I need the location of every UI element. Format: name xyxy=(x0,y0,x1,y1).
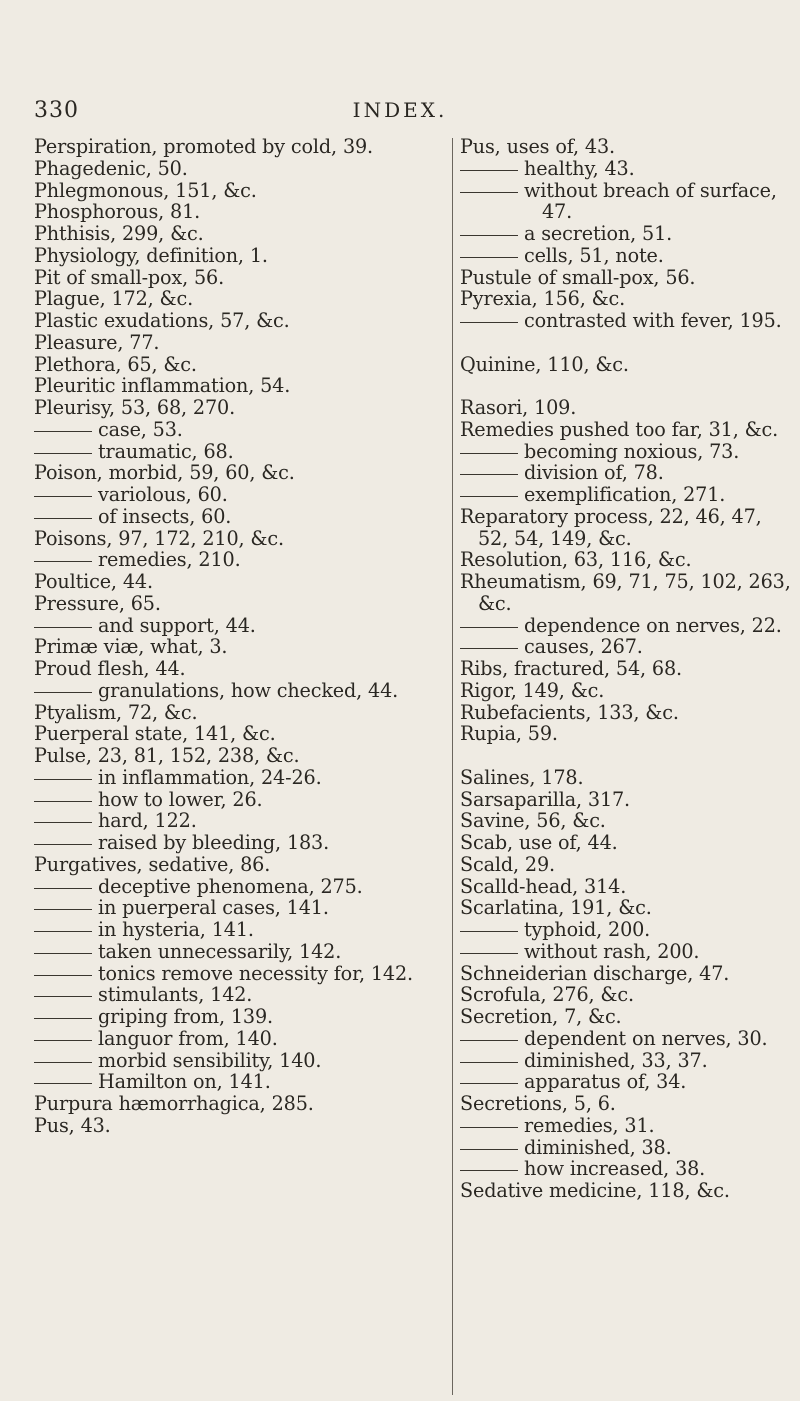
index-subentry: division of, 78. xyxy=(460,462,796,484)
index-subentry: becoming noxious, 73. xyxy=(460,441,796,463)
index-entry: Savine, 56, &c. xyxy=(460,809,606,833)
index-entry: Ptyalism, 72, &c. xyxy=(34,700,198,724)
index-entry: Reparatory process, 22, 46, 47, 52, 54, 149, &c. xyxy=(460,504,762,550)
index-subentry: traumatic, 68. xyxy=(34,441,446,463)
index-entry: Pustule of small-pox, 56. xyxy=(460,265,696,289)
index-entry: Pus, uses of, 43. xyxy=(460,135,615,158)
index-subentry: contrasted with fever, 195. xyxy=(460,310,796,332)
index-subentry: granulations, how checked, 44. xyxy=(34,680,446,702)
index-column-left xyxy=(34,136,446,1137)
index-subentry: in puerperal cases, 141. xyxy=(34,897,446,919)
index-subentry: raised by bleeding, 183. xyxy=(34,832,446,854)
index-entry: Secretion, 7, &c. xyxy=(460,1005,622,1028)
index-entry: Secretions, 5, 6. xyxy=(460,1092,616,1115)
page-number: 330 xyxy=(34,98,79,123)
index-column-right xyxy=(460,136,796,1202)
index-subentry: tonics remove necessity for, 142. xyxy=(34,963,446,985)
index-subentry: dependence on nerves, 22. xyxy=(460,615,796,637)
index-entry: Sarsaparilla, 317. xyxy=(460,787,631,811)
index-subentry: of insects, 60. xyxy=(34,506,446,528)
index-entry: Poultice, 44. xyxy=(34,570,153,593)
index-entry: Physiology, definition, 1. xyxy=(34,243,268,267)
index-subentry: griping from, 139. xyxy=(34,1006,446,1028)
index-subentry: deceptive phenomena, 275. xyxy=(34,876,446,898)
index-subentry: apparatus of, 34. xyxy=(460,1071,796,1093)
index-entry: Purgatives, sedative, 86. xyxy=(34,852,271,876)
index-entry: Scarlatina, 191, &c. xyxy=(460,896,652,920)
index-entry: Rheumatism, 69, 71, 75, 102, 263, &c. xyxy=(460,570,791,615)
index-subentry: a secretion, 51. xyxy=(460,223,796,245)
index-subentry: taken unnecessarily, 142. xyxy=(34,941,446,963)
index-subentry: remedies, 31. xyxy=(460,1115,796,1137)
index-entry: Rubefacients, 133, &c. xyxy=(460,700,679,724)
index-entry: Pyrexia, 156, &c. xyxy=(460,287,626,311)
index-subentry: dependent on nerves, 30. xyxy=(460,1028,796,1050)
index-entry: Plastic exudations, 57, &c. xyxy=(34,309,290,332)
index-entry: Scrofula, 276, &c. xyxy=(460,983,634,1007)
index-subentry: remedies, 210. xyxy=(34,549,446,571)
index-entry: Pleasure, 77. xyxy=(34,330,160,354)
index-entry: Pulse, 23, 81, 152, 238, &c. xyxy=(34,744,300,767)
index-entry: Poisons, 97, 172, 210, &c. xyxy=(34,526,284,550)
index-entry: Pit of small-pox, 56. xyxy=(34,265,225,289)
index-entry: Schneiderian discharge, 47. xyxy=(460,961,730,985)
index-entry: Pleuritic inflammation, 54. xyxy=(34,374,291,398)
index-entry: Poison, morbid, 59, 60, &c. xyxy=(34,461,295,485)
index-subentry: and support, 44. xyxy=(34,615,446,637)
index-entry: Phlegmonous, 151, &c. xyxy=(34,178,257,202)
index-entry: Salines, 178. xyxy=(460,765,584,789)
index-subentry: causes, 267. xyxy=(460,636,796,658)
index-subentry: in hysteria, 141. xyxy=(34,919,446,941)
index-entry: Remedies pushed too far, 31, &c. xyxy=(460,417,779,441)
index-entry: Rupia, 59. xyxy=(460,722,558,746)
index-entry: Phosphorous, 81. xyxy=(34,200,201,224)
index-subentry: how to lower, 26. xyxy=(34,789,446,811)
index-entry: Phagedenic, 50. xyxy=(34,156,188,180)
index-entry: Plethora, 65, &c. xyxy=(34,352,197,376)
index-entry: Primæ viæ, what, 3. xyxy=(34,635,228,659)
index-subentry: Hamilton on, 141. xyxy=(34,1071,446,1093)
index-subentry: how increased, 38. xyxy=(460,1158,796,1180)
index-entry: Scald, 29. xyxy=(460,852,555,876)
index-subentry: diminished, 38. xyxy=(460,1137,796,1159)
index-subentry: morbid sensibility, 140. xyxy=(34,1050,446,1072)
index-subentry: typhoid, 200. xyxy=(460,919,796,941)
index-entry: Rasori, 109. xyxy=(460,396,577,419)
index-subentry: languor from, 140. xyxy=(34,1028,446,1050)
index-entry: Pus, 43. xyxy=(34,1113,111,1137)
index-entry: Ribs, fractured, 54, 68. xyxy=(460,657,682,680)
index-entry: Phthisis, 299, &c. xyxy=(34,222,204,245)
index-entry: Scalld-head, 314. xyxy=(460,874,627,898)
index-subentry: exemplification, 271. xyxy=(460,484,796,506)
index-entry: Quinine, 110, &c. xyxy=(460,352,629,376)
index-entry: Resolution, 63, 116, &c. xyxy=(460,548,692,572)
index-entry: Puerperal state, 141, &c. xyxy=(34,722,276,746)
index-entry: Proud flesh, 44. xyxy=(34,657,186,680)
index-subentry: case, 53. xyxy=(34,419,446,441)
column-divider xyxy=(452,138,453,1395)
index-subentry: cells, 51, note. xyxy=(460,245,796,267)
index-entry: Scab, use of, 44. xyxy=(460,831,618,854)
index-entry: Rigor, 149, &c. xyxy=(460,678,605,702)
index-subentry: stimulants, 142. xyxy=(34,984,446,1006)
running-head: INDEX. xyxy=(352,98,448,122)
index-entry: Pleurisy, 53, 68, 270. xyxy=(34,396,236,419)
index-subentry: in inflammation, 24-26. xyxy=(34,767,446,789)
index-subentry: variolous, 60. xyxy=(34,484,446,506)
index-subentry: without rash, 200. xyxy=(460,941,796,963)
index-entry: Sedative medicine, 118, &c. xyxy=(460,1179,730,1202)
index-subentry: healthy, 43. xyxy=(460,158,796,180)
index-subentry: hard, 122. xyxy=(34,810,446,832)
index-subentry: diminished, 33, 37. xyxy=(460,1050,796,1072)
index-entry: Plague, 172, &c. xyxy=(34,287,194,311)
index-entry: Purpura hæmorrhagica, 285. xyxy=(34,1092,314,1115)
index-subentry: without breach of surface, 47. xyxy=(460,180,796,224)
index-entry: Pressure, 65. xyxy=(34,591,161,615)
index-entry: Perspiration, promoted by cold, 39. xyxy=(34,135,374,158)
